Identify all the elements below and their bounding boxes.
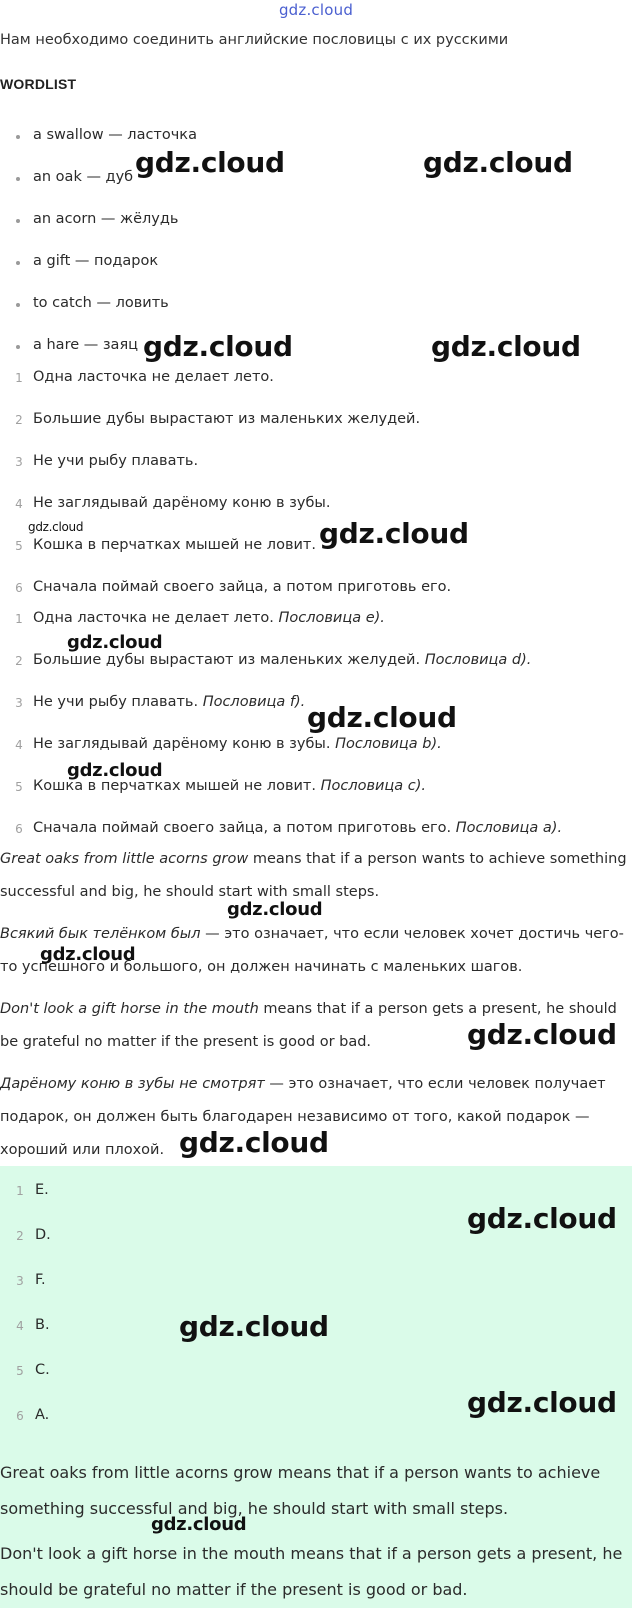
watermark: gdz.cloud — [467, 1018, 617, 1051]
list-number: 2 — [15, 413, 23, 427]
bullet-icon — [16, 219, 20, 223]
list-number: 6 — [16, 1409, 24, 1423]
watermark: gdz.cloud — [151, 1514, 247, 1535]
list-item: Не заглядывай дарёному коню в зубы. — [33, 495, 331, 511]
watermark: gdz.cloud — [431, 330, 581, 363]
watermark: gdz.cloud — [227, 899, 323, 920]
list-item: Одна ласточка не делает лето. — [33, 369, 274, 385]
list-number: 5 — [15, 780, 23, 794]
list-item — [33, 736, 442, 752]
bullet-icon — [16, 261, 20, 265]
wordlist-item: to catch — ловить — [33, 295, 169, 311]
proverb-tag: Пословица c). — [320, 778, 427, 794]
bullet-icon — [16, 177, 20, 181]
wordlist-item: a gift — подарок — [33, 253, 159, 269]
list-item — [33, 652, 531, 668]
proverb-tag: Пословица b). — [335, 736, 442, 752]
bullet-icon — [16, 345, 20, 349]
answer-item: D. — [35, 1227, 51, 1243]
list-number: 6 — [15, 581, 23, 595]
answer-paragraph: Don't look a gift horse in the mouth means that if a person gets a present, he should be grateful no matter if the present is good or bad. — [0, 1544, 623, 1599]
proverb-text: Не учи рыбу плавать. — [33, 694, 199, 710]
bullet-icon — [16, 135, 20, 139]
wordlist-item: an acorn — жёлудь — [33, 211, 179, 227]
proverb-tag: Пословица d). — [424, 652, 532, 668]
proverb-text: Не заглядывай дарёному коню в зубы. — [33, 736, 331, 752]
site-logo[interactable]: gdz.cloud — [278, 1, 354, 19]
watermark: gdz.cloud — [135, 146, 285, 179]
watermark: gdz.cloud — [143, 330, 293, 363]
watermark: gdz.cloud — [179, 1126, 329, 1159]
list-number: 3 — [15, 455, 23, 469]
explanation-text: — это означает, что если человек получает подарок, он должен быть благодарен независимо от того, какой подарок — хороший или плохой. — [0, 1076, 606, 1158]
proverb-emphasis: Great oaks from little acorns grow — [0, 851, 249, 867]
list-item — [33, 694, 305, 710]
list-number: 6 — [15, 822, 23, 836]
list-item: Кошка в перчатках мышей не ловит. — [33, 537, 316, 553]
watermark: gdz.cloud — [40, 944, 136, 965]
watermark: gdz.cloud — [28, 520, 84, 534]
explanation-text: — это означает, что если человек хочет достичь чего-то успешного и большого, он должен начинать с маленьких шагов. — [0, 926, 624, 975]
list-number: 4 — [16, 1319, 24, 1333]
answer-paragraph: Great oaks from little acorns grow means that if a person wants to achieve something successful and big, he should start with small steps. — [0, 1463, 601, 1518]
bullet-icon — [16, 303, 20, 307]
watermark: gdz.cloud — [319, 517, 469, 550]
list-number: 2 — [16, 1229, 24, 1243]
proverb-text: Сначала поймай своего зайца, а потом приготовь его. — [33, 820, 452, 836]
answer-item: B. — [35, 1317, 50, 1333]
watermark: gdz.cloud — [179, 1310, 329, 1343]
proverb-emphasis: Дарёному коню в зубы не смотрят — [0, 1076, 265, 1092]
proverb-emphasis: Don't look a gift horse in the mouth — [0, 1001, 259, 1017]
watermark: gdz.cloud — [467, 1202, 617, 1235]
list-number: 4 — [15, 738, 23, 752]
proverb-tag: Пословица e). — [278, 610, 385, 626]
wordlist-item: an oak — дуб — [33, 169, 134, 185]
wordlist-item: a hare — заяц — [33, 337, 139, 353]
list-number: 4 — [15, 497, 23, 511]
explanation-text: means that if a person wants to achieve something successful and big, he should start with small steps. — [0, 851, 627, 900]
answer-item: C. — [35, 1362, 50, 1378]
list-number: 3 — [16, 1274, 24, 1288]
list-number: 1 — [16, 1184, 24, 1198]
proverb-text: Одна ласточка не делает лето. — [33, 610, 274, 626]
list-item: Сначала поймай своего зайца, а потом приготовь его. — [33, 579, 452, 595]
proverb-tag: Пословица f). — [202, 694, 306, 710]
answer-item: A. — [35, 1407, 50, 1423]
watermark: gdz.cloud — [67, 760, 163, 781]
intro-text: Нам необходимо соединить английские пословицы с их русскими — [0, 32, 509, 48]
wordlist-item: a swallow — ласточка — [33, 127, 197, 143]
list-number: 2 — [15, 654, 23, 668]
explanation-text: means that if a person gets a present, he should be grateful no matter if the present is good or bad. — [0, 1001, 617, 1050]
proverb-text: Кошка в перчатках мышей не ловит. — [33, 778, 316, 794]
proverb-emphasis: Всякий бык телёнком был — [0, 926, 201, 942]
watermark: gdz.cloud — [467, 1386, 617, 1419]
answer-item: E. — [35, 1182, 49, 1198]
proverb-tag: Пословица a). — [455, 820, 563, 836]
list-number: 3 — [15, 696, 23, 710]
list-number: 5 — [16, 1364, 24, 1378]
list-number: 1 — [15, 612, 23, 626]
watermark: gdz.cloud — [67, 632, 163, 653]
watermark: gdz.cloud — [307, 701, 457, 734]
watermark: gdz.cloud — [423, 146, 573, 179]
list-item: Большие дубы вырастают из маленьких желудей. — [33, 411, 421, 427]
list-item — [33, 820, 562, 836]
list-number: 5 — [15, 539, 23, 553]
list-number: 1 — [15, 371, 23, 385]
list-item: Не учи рыбу плавать. — [33, 453, 199, 469]
answer-item: F. — [35, 1272, 46, 1288]
wordlist-heading: WORDLIST — [0, 76, 77, 92]
proverb-text: Большие дубы вырастают из маленьких желудей. — [33, 652, 421, 668]
list-item — [33, 610, 385, 626]
